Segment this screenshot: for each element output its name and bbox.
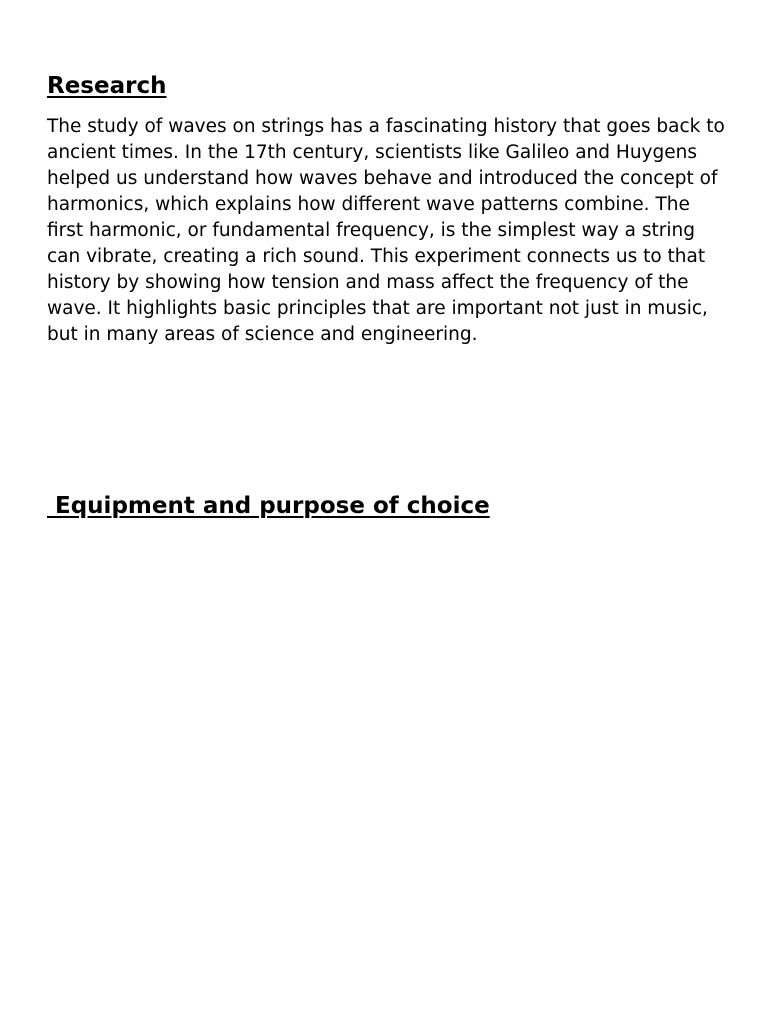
research-paragraph: The study of waves on strings has a fascinating history that goes back to ancient times. In the 17th century, scientists like Galileo and Huygens helped us understand how waves behave and introduced the concept of harmonics, which explains how different wave patterns combine. The first harmonic, or fundamental frequency, is the simplest way a string can vibrate, creating a rich sound. This experiment connects us to that history by showing how tension and mass affect the frequency of the wave. It highlights basic principles that are important not just in music, but in many areas of science and engineering. [47, 116, 725, 345]
section-heading-research: Research [47, 73, 167, 99]
section-heading-equipment: Equipment and purpose of choice [47, 493, 490, 519]
